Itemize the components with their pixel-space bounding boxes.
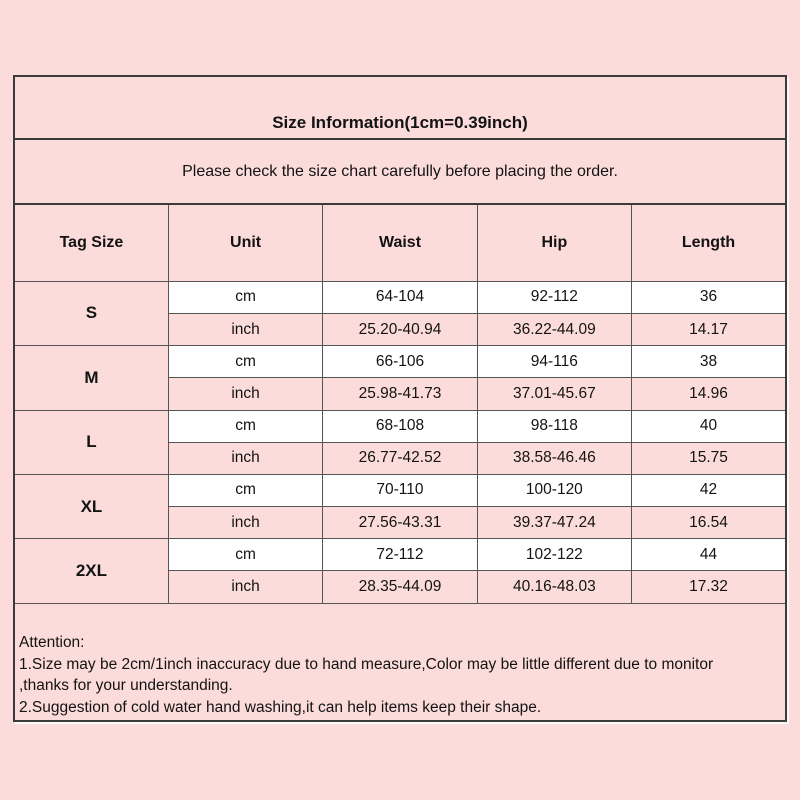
unit-label-cm: cm xyxy=(168,539,322,571)
size-chart-sheet xyxy=(13,75,787,722)
unit-label-inch: inch xyxy=(168,571,322,603)
size-chart-subtitle: Please check the size chart carefully before placing the order. xyxy=(14,139,786,203)
length-cm-value: 40 xyxy=(632,410,786,442)
attention-note xyxy=(14,603,786,721)
waist-inch-value: 28.35-44.09 xyxy=(323,571,477,603)
column-header-tag-size: Tag Size xyxy=(14,204,168,281)
length-inch-value: 16.54 xyxy=(632,507,786,539)
length-inch-value: 14.96 xyxy=(632,378,786,410)
size-chart-title: Size Information(1cm=0.39inch) xyxy=(14,76,786,139)
waist-inch-value: 26.77-42.52 xyxy=(323,442,477,474)
hip-inch-value: 36.22-44.09 xyxy=(477,313,631,345)
attention-heading: Attention: xyxy=(19,634,85,651)
hip-inch-value: 38.58-46.46 xyxy=(477,442,631,474)
length-cm-value: 44 xyxy=(632,539,786,571)
table-row-xl-cm xyxy=(14,474,786,506)
size-label-2xl: 2XL xyxy=(14,539,168,603)
waist-inch-value: 27.56-43.31 xyxy=(323,507,477,539)
unit-label-cm: cm xyxy=(168,281,322,313)
waist-inch-value: 25.98-41.73 xyxy=(323,378,477,410)
hip-cm-value: 92-112 xyxy=(477,281,631,313)
waist-cm-value: 66-106 xyxy=(323,346,477,378)
hip-cm-value: 94-116 xyxy=(477,346,631,378)
hip-cm-value: 100-120 xyxy=(477,474,631,506)
table-row-m-cm xyxy=(14,346,786,378)
column-header-length: Length xyxy=(632,204,786,281)
length-inch-value: 14.17 xyxy=(632,313,786,345)
length-inch-value: 17.32 xyxy=(632,571,786,603)
waist-cm-value: 64-104 xyxy=(323,281,477,313)
unit-label-inch: inch xyxy=(168,442,322,474)
waist-cm-value: 70-110 xyxy=(323,474,477,506)
unit-label-cm: cm xyxy=(168,474,322,506)
unit-label-cm: cm xyxy=(168,346,322,378)
attention-line-3: 2.Suggestion of cold water hand washing,it can help items keep their shape. xyxy=(19,698,542,716)
length-inch-value: 15.75 xyxy=(632,442,786,474)
attention-line-1: 1.Size may be 2cm/1inch inaccuracy due to hand measure,Color may be little different due to monitor xyxy=(19,655,714,673)
hip-cm-value: 102-122 xyxy=(477,539,631,571)
waist-cm-value: 72-112 xyxy=(323,539,477,571)
column-header-hip: Hip xyxy=(477,204,631,281)
unit-label-inch: inch xyxy=(168,378,322,410)
waist-cm-value: 68-108 xyxy=(323,410,477,442)
hip-inch-value: 40.16-48.03 xyxy=(477,571,631,603)
table-row-2xl-cm xyxy=(14,539,786,571)
unit-label-inch: inch xyxy=(168,507,322,539)
column-header-unit: Unit xyxy=(168,204,322,281)
waist-inch-value: 25.20-40.94 xyxy=(323,313,477,345)
hip-inch-value: 37.01-45.67 xyxy=(477,378,631,410)
size-label-xl: XL xyxy=(14,474,168,538)
hip-inch-value: 39.37-47.24 xyxy=(477,507,631,539)
hip-cm-value: 98-118 xyxy=(477,410,631,442)
length-cm-value: 42 xyxy=(632,474,786,506)
size-label-m: M xyxy=(14,346,168,410)
table-row-l-cm xyxy=(14,410,786,442)
unit-label-cm: cm xyxy=(168,410,322,442)
column-header-waist: Waist xyxy=(323,204,477,281)
size-label-s: S xyxy=(14,281,168,345)
attention-line-2: ,thanks for your understanding. xyxy=(19,677,233,694)
length-cm-value: 36 xyxy=(632,281,786,313)
table-row-s-cm xyxy=(14,281,786,313)
unit-label-inch: inch xyxy=(168,313,322,345)
length-cm-value: 38 xyxy=(632,346,786,378)
size-label-l: L xyxy=(14,410,168,474)
size-chart-table xyxy=(13,75,787,722)
